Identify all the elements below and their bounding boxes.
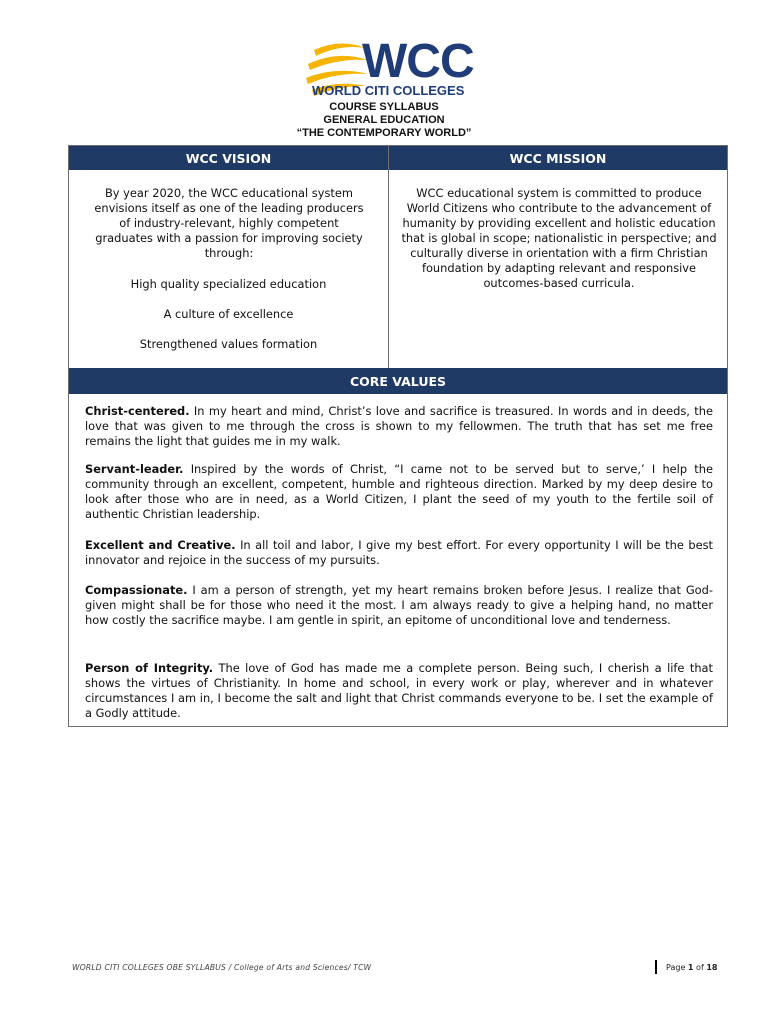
doc-title-line1: COURSE SYLLABUS [329, 101, 439, 113]
vision-item: High quality specialized education [130, 277, 327, 291]
vision-item: A culture of excellence [163, 307, 294, 321]
vision-header: WCC VISION [69, 146, 388, 170]
core-value-text: Inspired by the words of Christ, “I came not to be served but to serve,’ I help the community through an excellent, competent, humble and righteous direction. Marked by my deep desire to look after those who are in need, as a World Citizen, I plant the seed of my youth to the fertile soil of authentic Christian leadership. [85, 462, 713, 521]
mission-header: WCC MISSION [389, 146, 727, 170]
core-value-term: Compassionate [85, 583, 184, 597]
doc-title-line2: GENERAL EDUCATION [323, 114, 445, 126]
core-values-header: CORE VALUES [69, 368, 727, 394]
vision-mission-values-table [68, 145, 728, 727]
vision-item: Strengthened values formation [139, 337, 318, 351]
column-divider [388, 146, 389, 368]
core-value-term: Person of Integrity. [85, 661, 214, 675]
logo-name: WORLD CITI COLLEGES [312, 83, 465, 98]
core-value-text: In all toil and labor, I give my best effort. For every opportunity I will be the best innovator and rejoice in the success of my pursuits. [85, 538, 713, 567]
core-value-item: Compassionate. I am a person of strength, yet my heart remains broken before Jesus. I realize that God-given might shall be for those who need it the most. I am always ready to give a helping hand, no matter how costly the sacrifice maybe. I am gentle in spirit, an epitome of unconditional love and tenderness. [85, 583, 713, 627]
footer-separator [655, 960, 657, 974]
core-value-term: Christ-centered [85, 404, 186, 418]
core-value-term: Excellent and Creative [85, 538, 232, 552]
core-value-item: Christ-centered. In my heart and mind, Christ’s love and sacrifice is treasured. In words and in deeds, the love that was given to me through the cross is shown to my fellowmen. The truth that has set me free remains the light that guides me in my walk. [85, 404, 713, 448]
core-value-term: Servant-leader [85, 462, 180, 476]
logo-mark: WCC [362, 35, 474, 88]
footer-doc-label: WORLD CITI COLLEGES OBE SYLLABUS / College of Arts and Sciences/ TCW [72, 963, 372, 972]
core-value-item: Excellent and Creative. In all toil and labor, I give my best effort. For every opportunity I will be the best innovator and rejoice in the success of my pursuits. [85, 538, 713, 567]
core-value-text: In my heart and mind, Christ’s love and sacrifice is treasured. In words and in deeds, the love that was given to me through the cross is shown to my fellowmen. The truth that has set me free remains the light that guides me in my walk. [85, 404, 713, 448]
core-value-text: I am a person of strength, yet my heart remains broken before Jesus. I realize that God-given might shall be for those who need it the most. I am always ready to give a helping hand, no matter how costly the sacrifice maybe. I am gentle in spirit, an epitome of unconditional love and tenderness. [85, 583, 713, 627]
core-value-item: Servant-leader. Inspired by the words of Christ, “I came not to be served but to serve,’ I help the community through an excellent, competent, humble and righteous direction. Marked by my deep desire to look after those who are in need, as a World Citizen, I plant the seed of my youth to the fertile soil of authentic Christian leadership. [85, 462, 713, 521]
doc-title-line3: “THE CONTEMPORARY WORLD” [296, 127, 472, 139]
vision-intro: By year 2020, the WCC educational system envisions itself as one of the leading producers of industry-relevant, highly competent graduates with a passion for improving society through: [94, 186, 364, 260]
page-number: Page 1 of 18 [666, 963, 718, 972]
core-value-item [85, 661, 713, 721]
mission-body: WCC educational system is committed to produce World Citizens who contribute to the advancement of humanity by providing excellent and holistic education that is global in scope; nationalistic in perspective; and culturally diverse in orientation with a firm Christian foundation by adapting relevant and responsive outcomes-based curricula. [401, 186, 717, 290]
core-value-text: The love of God has made me a complete person. Being such, I cherish a life that shows the virtues of Christianity. In home and school, in every work or play, wherever and in whatever circumstances I am in, I become the salt and light that Christ commands everyone to be. I set the example of a Godly attitude. [85, 661, 713, 720]
